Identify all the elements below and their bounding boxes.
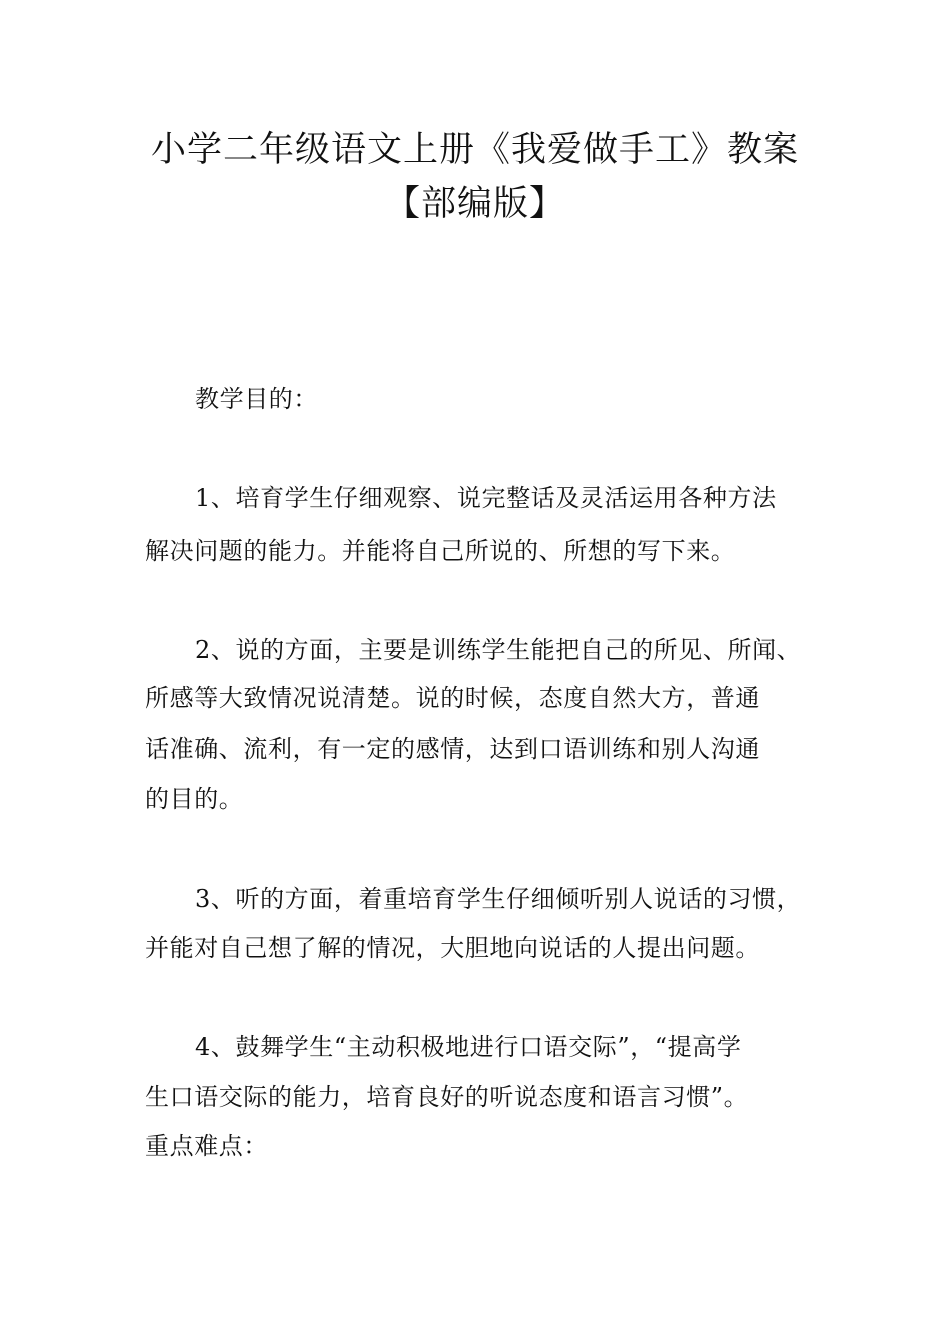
- objective-2-line-3: 话准确、流利，有一定的感情，达到口语训练和别人沟通: [145, 735, 760, 763]
- objective-1-line-2: 解决问题的能力。并能将自己所说的、所想的写下来。: [145, 537, 736, 565]
- objective-2-line-2: 所感等大致情况说清楚。说的时候，态度自然大方，普通: [145, 684, 760, 712]
- objective-2-line-1: 2、说的方面，主要是训练学生能把自己的所见、所闻、: [195, 636, 802, 664]
- document-title: 小学二年级语文上册《我爱做手工》教案: [150, 130, 799, 170]
- objective-1-line-1: 1、培育学生仔细观察、说完整话及灵活运用各种方法: [195, 484, 777, 512]
- objective-4-line-1: 4、鼓舞学生“主动积极地进行口语交际”，“提高学: [195, 1033, 742, 1061]
- document-title-edition: 【部编版】: [384, 184, 565, 224]
- objective-3-line-1: 3、听的方面，着重培育学生仔细倾听别人说话的习惯，: [195, 885, 802, 913]
- keypoints-heading: 重点难点：: [145, 1132, 268, 1160]
- objectives-heading: 教学目的：: [195, 385, 318, 413]
- objective-4-line-2: 生口语交际的能力，培育良好的听说态度和语言习惯”。: [145, 1083, 749, 1111]
- objective-3-line-2: 并能对自己想了解的情况，大胆地向说话的人提出问题。: [145, 934, 760, 962]
- objective-2-line-4: 的目的。: [145, 785, 244, 813]
